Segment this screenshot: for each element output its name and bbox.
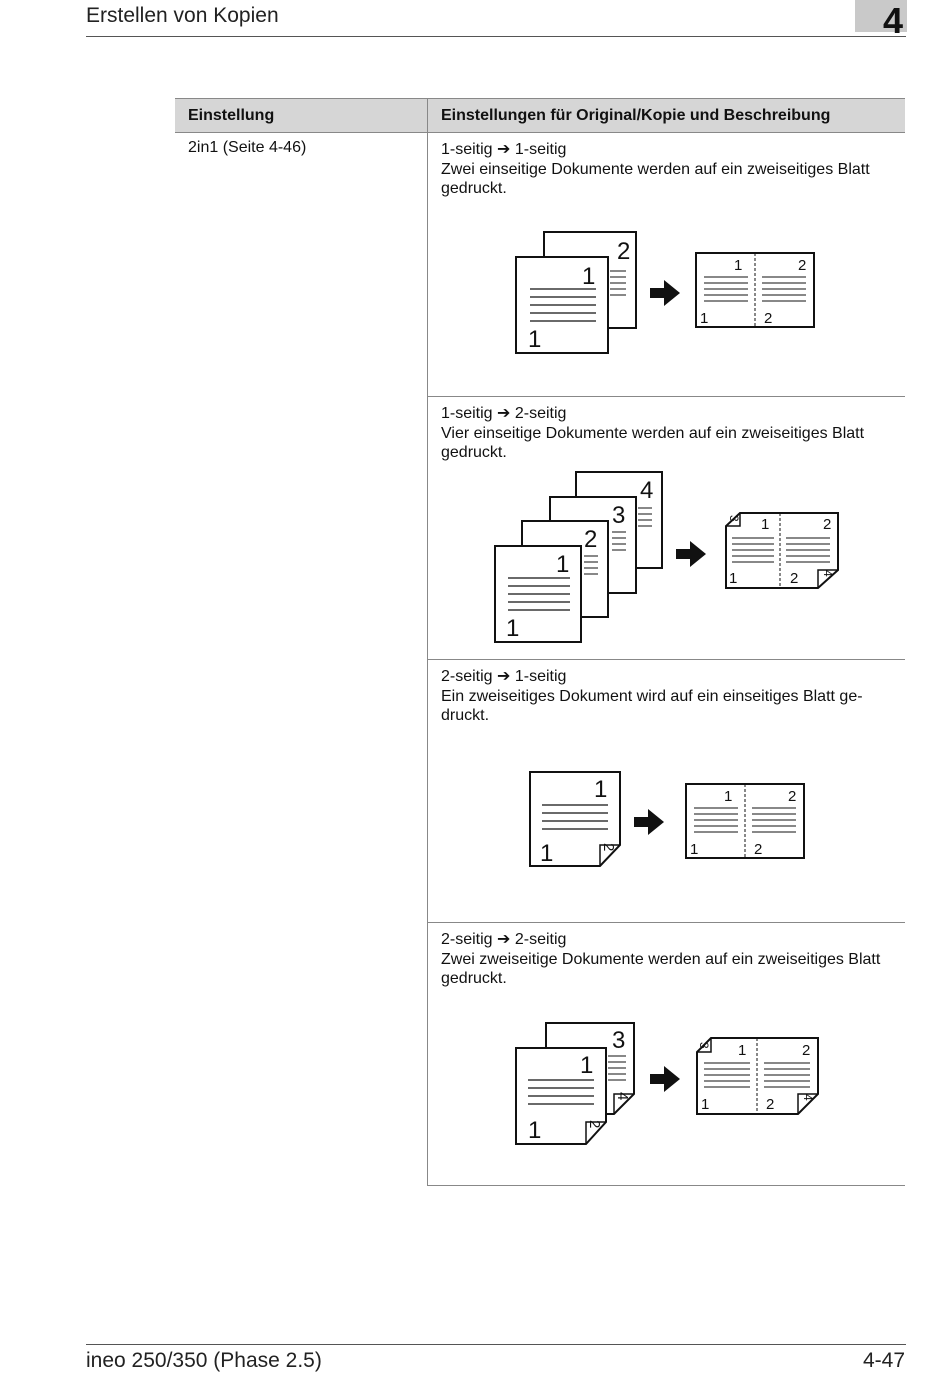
- original-front-duplex-page: [516, 1048, 606, 1144]
- page-number: 3: [612, 1027, 626, 1054]
- page-number: 2: [584, 526, 598, 553]
- page-number: 1: [734, 257, 743, 274]
- original-page-1: [495, 546, 581, 642]
- description-line: Zwei zweiseitige Dokumente werden auf ein zweiseitiges Blatt: [441, 950, 881, 968]
- description-line: Vier einseitige Dokumente werden auf ein zweiseitiges Blatt: [441, 424, 865, 442]
- chapter-tab: [855, 0, 907, 41]
- diagram-2to1: [518, 767, 818, 877]
- page-number: 1: [540, 840, 554, 867]
- page-number: 1: [690, 841, 699, 858]
- setting-name: 2in1 (Seite 4-46): [188, 139, 307, 156]
- copy-sheet-duplex: [697, 1038, 818, 1114]
- arrow-icon: [676, 541, 706, 567]
- mode-label: 2-seitig ➔ 2-seitig: [441, 931, 567, 948]
- description-line: gedruckt.: [441, 970, 507, 987]
- diagram-1to1: [508, 229, 828, 359]
- page-number: 1: [700, 310, 709, 327]
- page-number: 2: [766, 1096, 775, 1113]
- page-number: 1: [701, 1096, 710, 1113]
- page-number: 1: [528, 1117, 542, 1144]
- page-number: 1: [724, 788, 733, 805]
- column-header-description: Einstellungen für Original/Kopie und Beschreibung: [441, 107, 831, 124]
- page-number: 2: [788, 788, 797, 805]
- header-rule: [86, 36, 906, 37]
- page-number-footer: 4-47: [862, 1349, 905, 1372]
- page-number: 4: [801, 1094, 815, 1101]
- table-row: [428, 659, 905, 923]
- mode-label: 1-seitig ➔ 1-seitig: [441, 141, 567, 158]
- chapter-number: 4: [882, 0, 903, 41]
- page-number: 2: [764, 310, 773, 327]
- table-row: [428, 922, 905, 1186]
- page-number: 2: [617, 238, 631, 265]
- copy-sheet-duplex: [726, 513, 838, 588]
- page-number: 3: [727, 515, 741, 522]
- page-number: 1: [761, 516, 770, 533]
- row-text: [441, 667, 901, 726]
- page-number: 1: [729, 570, 738, 587]
- page-number: 2: [798, 257, 807, 274]
- arrow-icon: [634, 809, 664, 835]
- diagram-2to2: [508, 1018, 828, 1153]
- arrow-icon: [650, 1066, 680, 1092]
- description-line: gedruckt.: [441, 444, 507, 461]
- header-title: Erstellen von Kopien: [86, 4, 279, 27]
- page-number: 3: [697, 1042, 711, 1049]
- row-text: [441, 140, 901, 199]
- mode-label: 1-seitig ➔ 2-seitig: [441, 405, 567, 422]
- page-number: 1: [528, 326, 542, 353]
- original-front-page: [516, 257, 608, 353]
- row-text: [441, 930, 901, 989]
- table-row: [428, 396, 905, 660]
- description-line: Ein zweiseitiges Dokument wird auf ein einseitiges Blatt ge-: [441, 687, 863, 705]
- page-number: 2: [586, 1120, 603, 1129]
- arrow-icon: [650, 280, 680, 306]
- page-number: 1: [556, 551, 570, 578]
- footer-rule: [86, 1344, 906, 1345]
- footer-model: ineo 250/350 (Phase 2.5): [86, 1349, 322, 1372]
- page-number: 1: [738, 1042, 747, 1059]
- page-number: 4: [640, 477, 654, 504]
- copy-sheet: [696, 253, 814, 327]
- description-line: druckt.: [441, 707, 490, 724]
- diagram-1to2: [488, 468, 848, 648]
- page-number: 2: [600, 843, 617, 852]
- page-number: 1: [580, 1052, 594, 1079]
- description-line: Zwei einseitige Dokumente werden auf ein zweiseitiges Blatt: [441, 160, 870, 178]
- page-number: 1: [582, 263, 596, 290]
- page-number: 1: [506, 615, 520, 642]
- page-number: 2: [790, 570, 799, 587]
- table-row: [428, 132, 905, 397]
- page-number: 4: [821, 570, 835, 577]
- description-line: gedruckt.: [441, 180, 507, 197]
- mode-label: 2-seitig ➔ 1-seitig: [441, 668, 567, 685]
- row-text: [441, 404, 901, 463]
- page-number: 4: [614, 1092, 631, 1101]
- page-number: 2: [823, 516, 832, 533]
- copy-sheet: [686, 784, 804, 858]
- page-number: 1: [594, 776, 608, 803]
- table-header: [175, 98, 905, 133]
- column-header-setting: Einstellung: [188, 107, 275, 124]
- original-duplex-page: [530, 772, 620, 867]
- page-number: 3: [612, 502, 626, 529]
- page-number: 2: [754, 841, 763, 858]
- page-number: 2: [802, 1042, 811, 1059]
